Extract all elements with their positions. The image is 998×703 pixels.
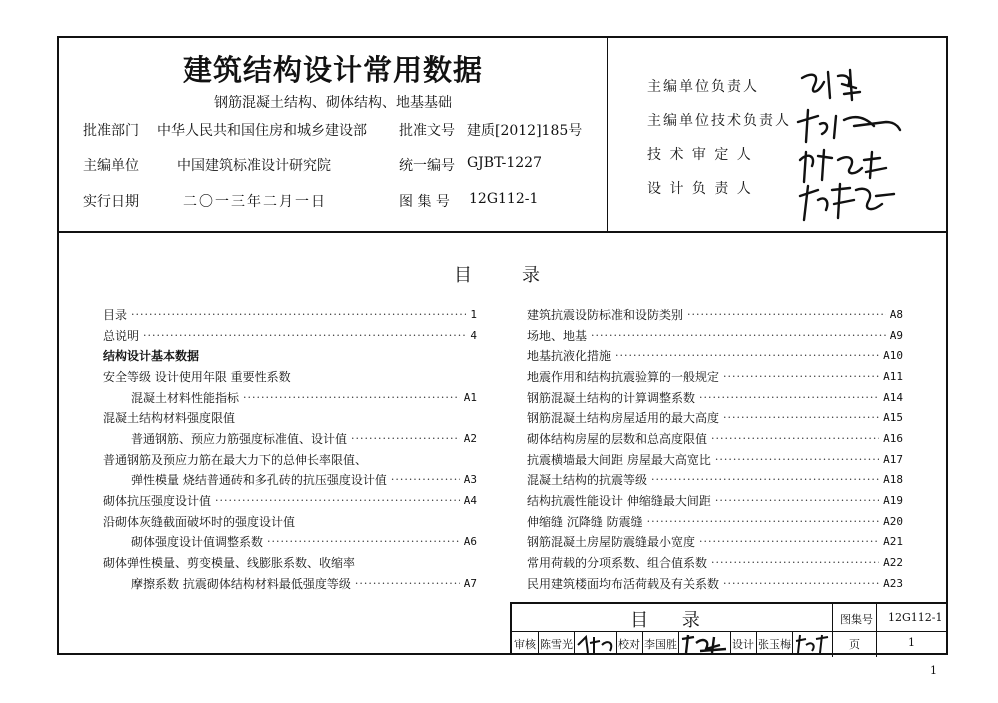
- header-divider: [607, 38, 608, 231]
- toc-entry: 沿砌体灰缝截面破坏时的强度设计值: [103, 514, 296, 529]
- review-label: 审核: [514, 638, 536, 651]
- effective-date: 二〇一三年二月一日: [183, 194, 327, 210]
- signature-3: [800, 150, 886, 182]
- atlas-number: 12G112-1: [888, 611, 943, 624]
- responsible-role: 设 计 负 责 人: [647, 181, 753, 197]
- toc-entry: 混凝土结构材料强度限值: [103, 411, 236, 426]
- responsible-role: 主编单位技术负责人: [647, 113, 791, 129]
- toc-entry[interactable]: 目录 ····· 1: [103, 304, 477, 325]
- title-block-divider: [876, 604, 877, 657]
- design-label: 设计: [732, 638, 754, 651]
- toc-section-heading: 结构设计基本数据: [103, 349, 200, 364]
- toc-entry[interactable]: 混凝土材料性能指标 ····· A1: [103, 387, 477, 408]
- toc-entry[interactable]: 民用建筑楼面均布活荷载及有关系数 ····· A23: [527, 573, 903, 594]
- page-label: 页: [849, 638, 860, 651]
- designer-name: 张玉梅: [758, 638, 791, 651]
- toc-entry: 安全等级 设计使用年限 重要性系数: [103, 369, 291, 384]
- toc-entry[interactable]: 建筑抗震设防标准和设防类别 ····· A8: [527, 304, 903, 325]
- signatures-graphic: [794, 64, 914, 224]
- toc-entry[interactable]: 总说明 ····· 4: [103, 325, 477, 346]
- toc-right-column: [527, 304, 903, 594]
- title-block-title: 目 录: [630, 610, 714, 631]
- effective-label: 实行日期: [83, 194, 139, 210]
- toc-entry[interactable]: 钢筋混凝土结构的计算调整系数 ····· A14: [527, 387, 903, 408]
- toc-entry[interactable]: 钢筋混凝土结构房屋适用的最大高度 ····· A15: [527, 407, 903, 428]
- approval-no-label: 批准文号: [399, 123, 455, 139]
- approval-dept-label: 批准部门: [83, 123, 139, 139]
- toc-entry[interactable]: 摩擦系数 抗震砌体结构材料最低强度等级 ····· A7: [103, 573, 477, 594]
- toc-entry[interactable]: 地震作用和结构抗震验算的一般规定 ····· A11: [527, 366, 903, 387]
- atlas-no-label: 图 集 号: [399, 194, 450, 210]
- toc-entry[interactable]: 常用荷载的分项系数、组合值系数 ····· A22: [527, 552, 903, 573]
- title-block-divider: [832, 604, 833, 657]
- toc-entry[interactable]: 普通钢筋、预应力筋强度标准值、设计值 ····· A2: [103, 428, 477, 449]
- reviewer-name: 陈雪光: [540, 638, 573, 651]
- check-label: 校对: [618, 638, 640, 651]
- toc-entry[interactable]: 砌体抗压强度设计值 ····· A4: [103, 490, 477, 511]
- approval-dept: 中华人民共和国住房和城乡建设部: [157, 123, 367, 139]
- drawing-frame: [57, 36, 948, 655]
- atlas-no: 12G112-1: [469, 191, 539, 207]
- page-number: 1: [930, 664, 937, 677]
- responsible-role: 主编单位负责人: [647, 79, 759, 95]
- toc-entry: 普通钢筋及预应力筋在最大力下的总伸长率限值、: [103, 452, 368, 467]
- toc-entry[interactable]: 混凝土结构的抗震等级 ····· A18: [527, 470, 903, 491]
- signature-1: [802, 70, 860, 100]
- toc-entry[interactable]: 抗震横墙最大间距 房屋最大高宽比 ····· A17: [527, 449, 903, 470]
- toc-entry[interactable]: 砌体强度设计值调整系数 ····· A6: [103, 532, 477, 553]
- approval-no: 建质[2012]185号: [467, 123, 583, 139]
- responsible-role: 技 术 审 定 人: [647, 147, 753, 163]
- signature-2: [798, 110, 900, 142]
- atlas-subtitle: 钢筋混凝土结构、砌体结构、地基基础: [214, 95, 452, 111]
- atlas-title: 建筑结构设计常用数据: [182, 53, 483, 87]
- reviewer-signature: [576, 633, 616, 655]
- toc-entry[interactable]: 场地、地基 ····· A9: [527, 325, 903, 346]
- title-block: [510, 602, 948, 655]
- toc-entry[interactable]: 伸缩缝 沉降缝 防震缝 ····· A20: [527, 511, 903, 532]
- toc-entry[interactable]: 地基抗液化措施 ····· A10: [527, 345, 903, 366]
- signature-4: [800, 184, 894, 220]
- toc-entry[interactable]: 结构抗震性能设计 伸缩缝最大间距 ····· A19: [527, 490, 903, 511]
- designer-signature: [794, 633, 832, 655]
- toc-entry: 砌体弹性模量、剪变模量、线膨胀系数、收缩率: [103, 556, 356, 571]
- toc-left-column: [103, 304, 477, 594]
- unified-no: GJBT-1227: [467, 155, 542, 171]
- page-number-cell: 1: [908, 636, 915, 649]
- toc-entry[interactable]: 弹性模量 烧结普通砖和多孔砖的抗压强度设计值 ····· A3: [103, 470, 477, 491]
- editor-unit: 中国建筑标准设计研究院: [177, 158, 331, 174]
- toc-entry[interactable]: 钢筋混凝土房屋防震缝最小宽度 ····· A21: [527, 532, 903, 553]
- editor-unit-label: 主编单位: [83, 158, 139, 174]
- checker-name: 李国胜: [644, 638, 677, 651]
- checker-signature: [680, 633, 730, 655]
- atlas-label: 图集号: [840, 613, 873, 626]
- toc-heading: 目录: [454, 265, 590, 286]
- header-bottom-rule: [59, 231, 946, 233]
- unified-no-label: 统一编号: [399, 158, 455, 174]
- toc-entry[interactable]: 砌体结构房屋的层数和总高度限值 ····· A16: [527, 428, 903, 449]
